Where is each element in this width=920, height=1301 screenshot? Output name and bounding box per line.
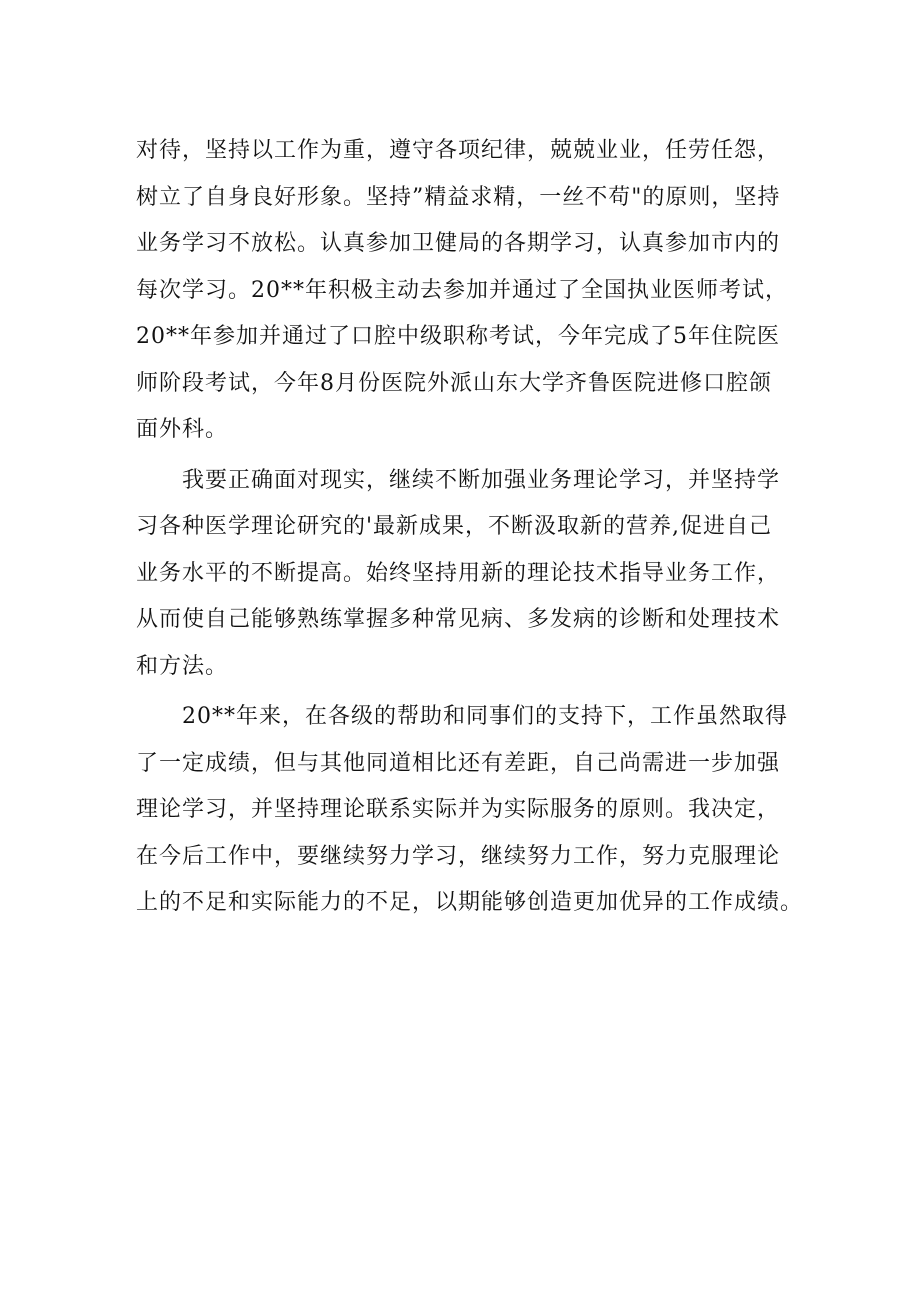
paragraph-line: 业务学习不放松。认真参加卫健局的各期学习，认真参加市内的 (136, 231, 781, 256)
paragraph-line: 理论学习，并坚持理论联系实际并为实际服务的原则。我决定， (136, 797, 781, 822)
paragraph-line: 业务水平的不断提高。始终坚持用新的理论技术指导业务工作， (136, 560, 781, 586)
paragraph-line: 习各种医学理论研究的'最新成果，不断汲取新的营养,促进自己 (136, 514, 773, 539)
paragraph-1 (136, 128, 796, 454)
paragraph-line: 对待，坚持以工作为重，遵守各项纪律，兢兢业业，任劳任怨， (136, 138, 781, 163)
paragraph-line: 面外科。 (136, 417, 229, 442)
paragraph-line: 了一定成绩，但与其他同道相比还有差距，自己尚需进一步加强 (136, 750, 781, 776)
paragraph-2 (136, 458, 796, 691)
document-body (136, 128, 804, 927)
paragraph-first-line: 我要正确面对现实，继续不断加强业务理论学习，并坚持学 (182, 467, 781, 493)
paragraph-line: 每次学习。20**年积极主动去参加并通过了全国执业医师考试， (136, 277, 788, 303)
paragraph-line: 和方法。 (136, 653, 229, 679)
paragraph-3 (136, 694, 804, 927)
paragraph-line: 20**年参加并通过了口腔中级职称考试，今年完成了5年住院医 (136, 324, 780, 349)
paragraph-line: 在今后工作中，要继续努力学习，继续努力工作，努力克服理论 (136, 843, 781, 869)
paragraph-line: 师阶段考试，今年8月份医院外派山东大学齐鲁医院进修口腔颌 (136, 370, 772, 396)
paragraph-line: 树立了自身良好形象。坚持”精益求精，一丝不苟"的原则，坚持 (136, 184, 781, 210)
paragraph-first-line: 20**年来，在各级的帮助和同事们的支持下，工作虽然取得 (182, 704, 788, 729)
paragraph-line: 从而使自己能够熟练掌握多种常见病、多发病的诊断和处理技术 (136, 607, 781, 632)
paragraph-line: 上的不足和实际能力的不足，以期能够创造更加优异的工作成绩。 (136, 890, 804, 915)
